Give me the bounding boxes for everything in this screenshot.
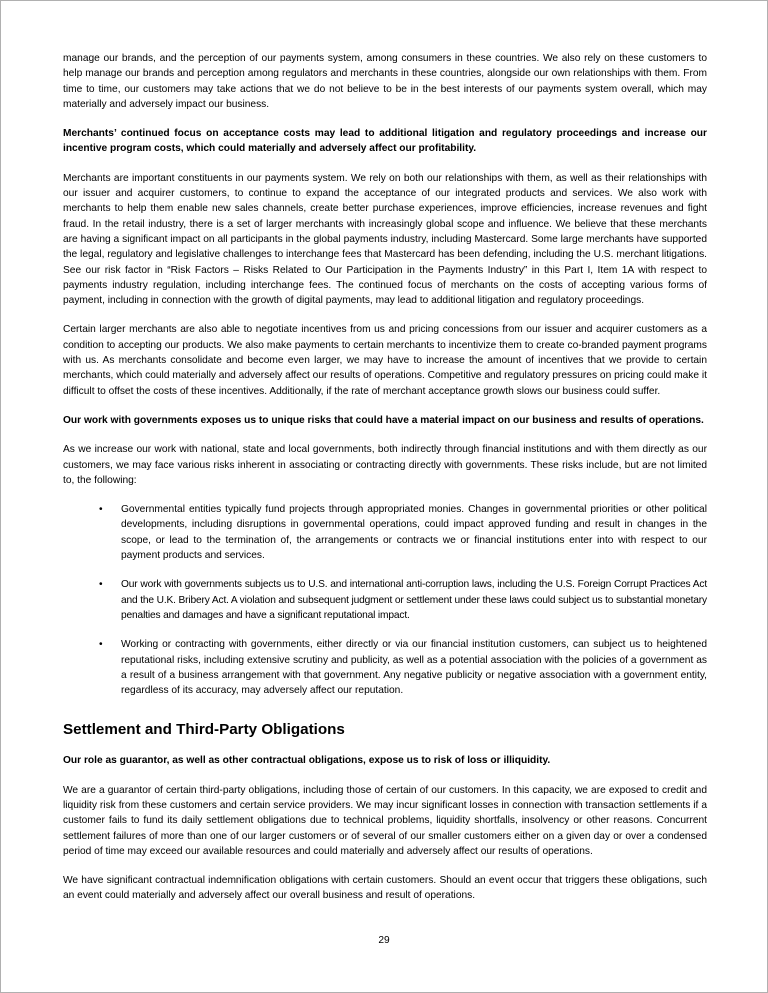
paragraph-guarantor: We are a guarantor of certain third-party obligations, including those of certain of our customers. In this capacity, we are exposed to credit and liquidity risk from these customers and certain service providers. We may incur significant losses in connection with transaction settlements if a customer fails to fund its daily settlement obligations due to technical problems, liquidity shortfalls, insolvency or other reasons. Concurrent settlement failures of more than one of our larger customers or of several of our smaller customers either on a given day or over a condensed period of time may exceed our available resources and could materially and adversely affect our results of operations. [63, 784, 707, 857]
bullet-icon: • [99, 639, 103, 651]
risk-heading-guarantor: Our role as guarantor, as well as other contractual obligations, expose us to risk of loss or illiquidity. [63, 755, 551, 767]
list-item-text: Governmental entities typically fund projects through appropriated monies. Changes in governmental priorities or other political developments, including disruptions in governmental operations, could impact approved funding and result in changes in the scope, or lead to the termination of, the arrangements or contracts we or financial institutions enter into with respect to our payment products and services. [121, 504, 707, 562]
list-item [63, 577, 707, 623]
paragraph-larger-merchants: Certain larger merchants are also able to negotiate incentives from us and pricing concessions from our issuer and acquirer customers as a condition to accepting our products. We also make payments to certain merchants to incentivize them to create co-branded payment programs with us. As merchants consolidate and become even larger, we may have to increase the amount of incentives that we provide to certain merchants, which could materially and adversely affect our results of operations. Competitive and regulatory pressures on pricing could make it difficult to offset the costs of these incentives. Additionally, if the rate of merchant acceptance growth slows our business could suffer. [63, 324, 707, 397]
list-item-text: Working or contracting with governments, either directly or via our financial institution customers, can subject us to heightened reputational risks, including extensive scrutiny and publicity, as well as a potential association with the policies of a government as a result of a business arrangement with that government. Any negative publicity or negative association with a government entity, regardless of its accuracy, may adversely affect our reputation. [121, 639, 707, 697]
risk-heading-merchants: Merchants’ continued focus on acceptance costs may lead to additional litigation and regulatory proceedings and increase our incentive program costs, which could materially and adversely affect our profitability. [63, 128, 707, 155]
list-item-text: Our work with governments subjects us to U.S. and international anti-corruption laws, including the U.S. Foreign Corrupt Practices Act and the U.K. Bribery Act. A violation and subsequent judgment or settlement under these laws could subject us to substantial monetary penalties and damages and have a significant reputational impact. [121, 579, 707, 621]
page-number: 29 [378, 935, 390, 946]
paragraph-government-work: As we increase our work with national, state and local governments, both indirectly through financial institutions and with them directly as our customers, we may face various risks inherent in associating or contracting directly with governments. These risks include, but are not limited to, the following: [63, 444, 707, 486]
paragraph-indemnification: We have significant contractual indemnification obligations with certain customers. Should an event occur that triggers these obligations, such an event could materially and adversely affect our overall business and result of operations. [63, 875, 707, 902]
list-item [63, 637, 707, 698]
government-risk-list [63, 502, 707, 698]
page-content [63, 51, 707, 918]
bullet-icon: • [99, 579, 103, 591]
paragraph-intro: manage our brands, and the perception of our payments system, among consumers in these countries. We also rely on these customers to help manage our brands and perception among regulators and merchants in these countries, alongside our own relationships with them. From time to time, our customers may take actions that we do not believe to be in the best interests of our payments system overall, which may materially and adversely impact our business. [63, 53, 707, 110]
bullet-icon: • [99, 504, 103, 516]
list-item [63, 502, 707, 563]
section-heading-settlement: Settlement and Third-Party Obligations [63, 721, 345, 739]
risk-heading-governments: Our work with governments exposes us to unique risks that could have a material impact on our business and results of operations. [63, 414, 704, 426]
paragraph-merchants-constituents: Merchants are important constituents in our payments system. We rely on both our relationships with them, as well as their relationships with our issuer and acquirer customers, to continue to expand the acceptance of our integrated products and services. We also work with merchants to help them enable new sales channels, create better purchase experiences, improve efficiencies, increase revenues and fight fraud. In the retail industry, there is a set of larger merchants with increasingly global scope and influence. We believe that these merchants are having a significant impact on all participants in the global payments industry, including Mastercard. Some large merchants have supported the legal, regulatory and legislative challenges to interchange fees that Mastercard has been defending, including the U.S. merchant litigations. See our risk factor in “Risk Factors – Risks Related to Our Participation in the Payments Industry” in this Part I, Item 1A with respect to payments industry regulation, including interchange fees. The continued focus of merchants on the costs of accepting various forms of payment, including in connection with the growth of digital payments, may lead to additional litigation and regulatory proceedings. [63, 172, 707, 307]
